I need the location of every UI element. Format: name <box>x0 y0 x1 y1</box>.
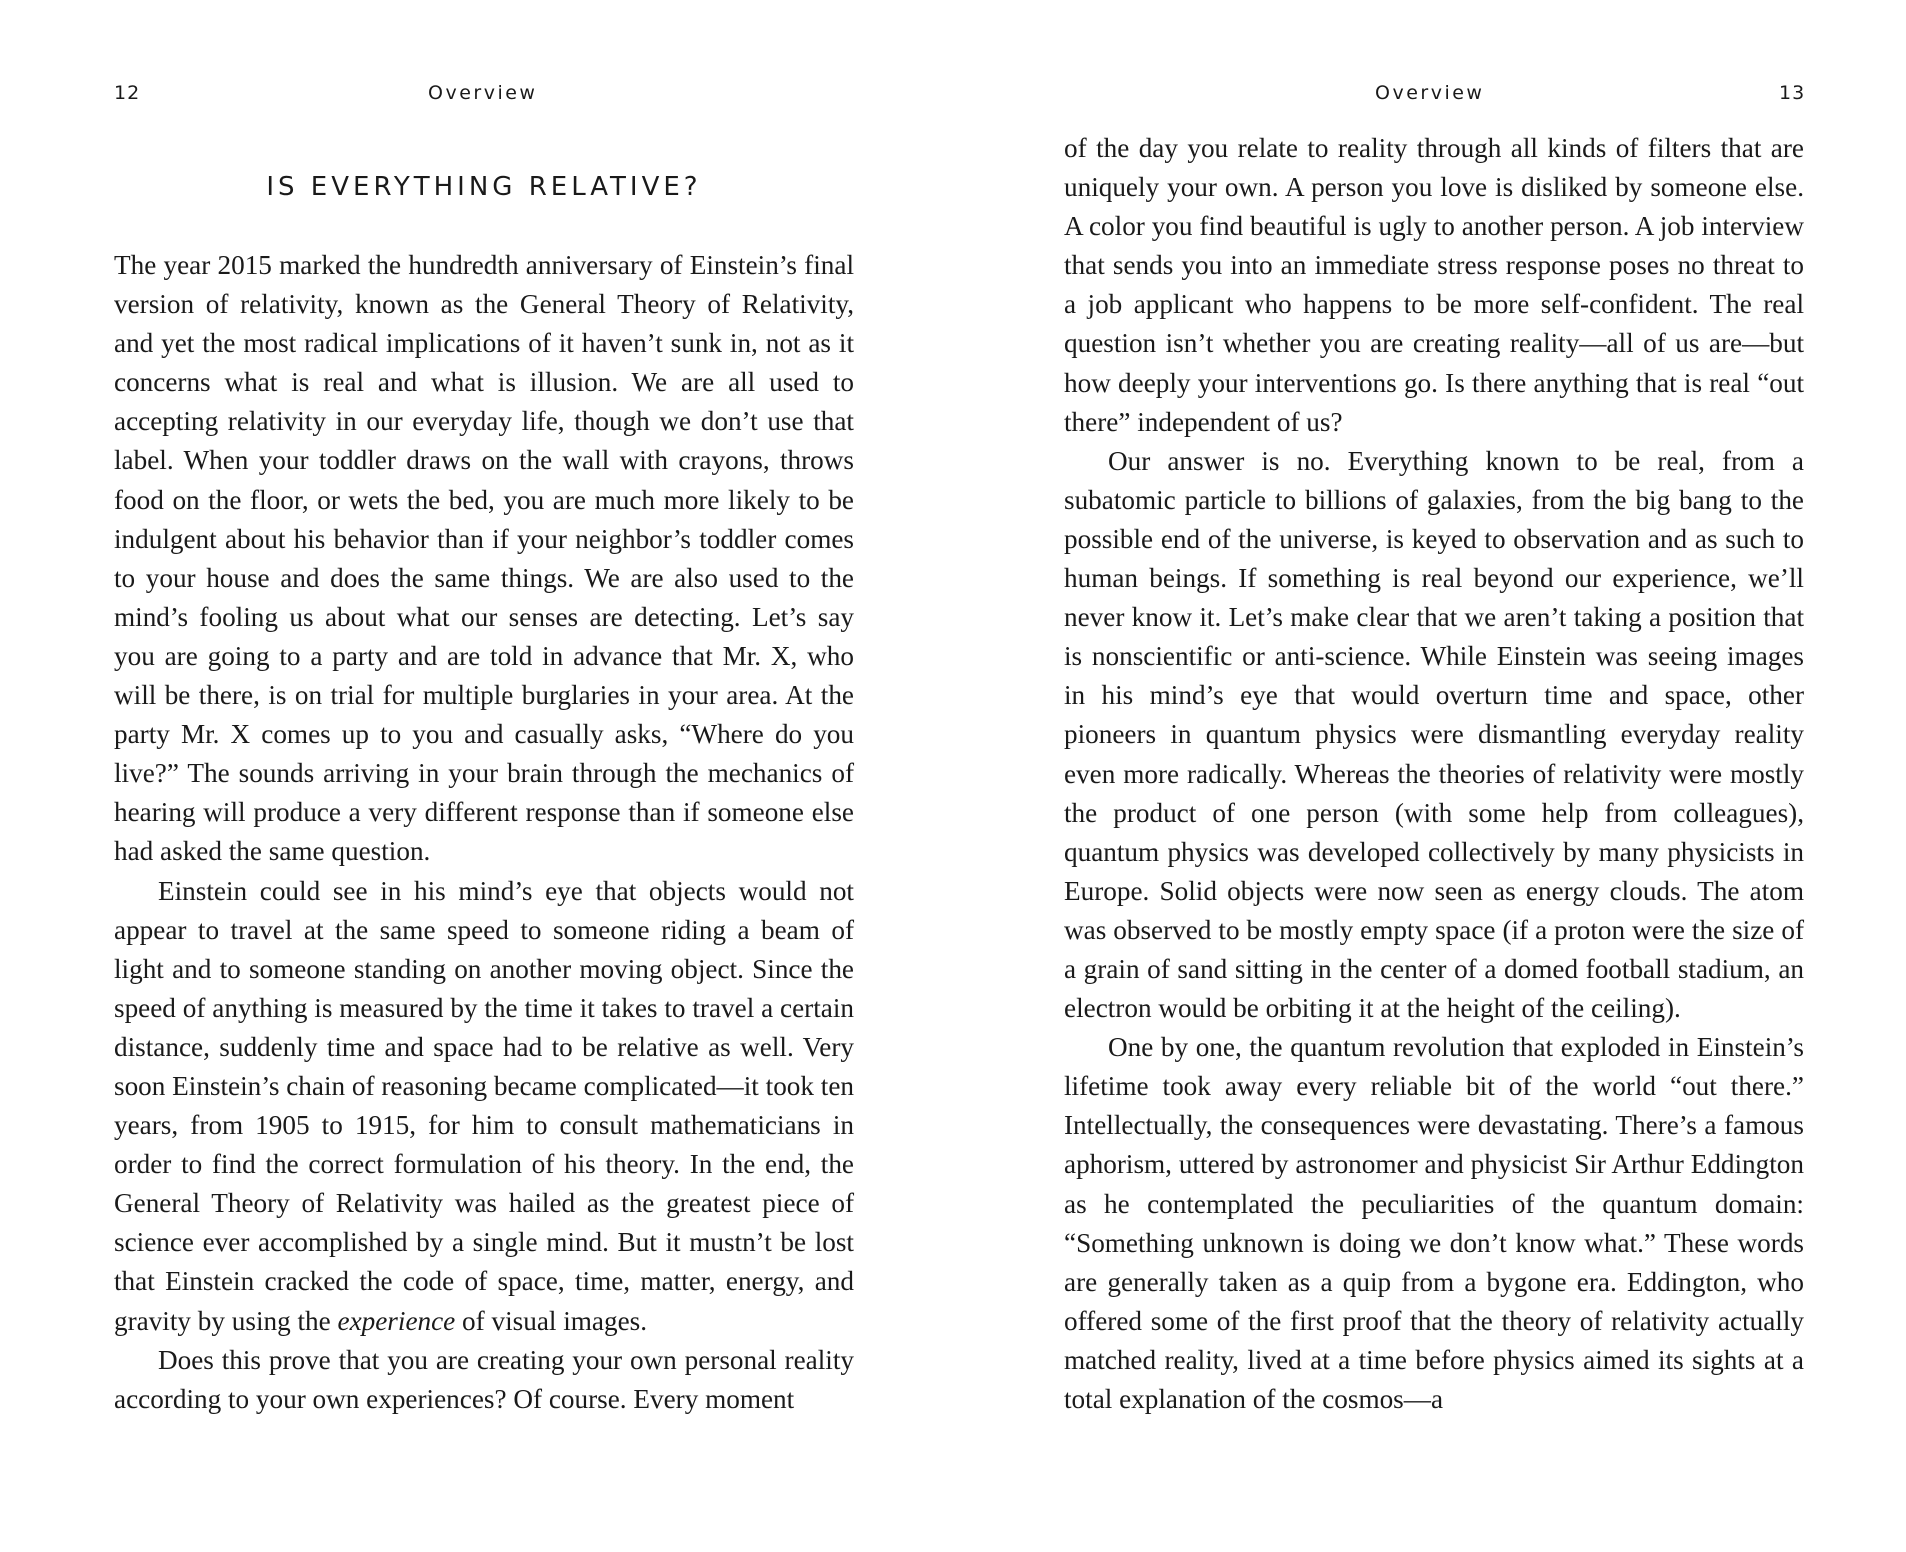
page-number: 12 <box>114 82 141 104</box>
body-text <box>1064 129 1804 1419</box>
paragraph <box>114 872 854 1341</box>
paragraph: The year 2015 marked the hundredth anniversary of Einstein’s final version of relativity, known as the General Theory of Relativity, and yet the most radical implications of it haven’t sunk in, not as it concerns what is real and what is illusion. We are all used to accepting relativity in our everyday life, though we don’t use that label. When your toddler draws on the wall with crayons, throws food on the floor, or wets the bed, you are much more likely to be indulgent about his behavior than if your neighbor’s toddler comes to your house and does the same things. We are also used to the mind’s fooling us about what our senses are detecting. Let’s say you are going to a party and are told in advance that Mr. X, who will be there, is on trial for multiple burglaries in your area. At the party Mr. X comes up to you and casually asks, “Where do you live?” The sounds arriving in your brain through the mechanics of hearing will produce a very different response than if someone else had asked the same question. <box>114 250 854 867</box>
paragraph: One by one, the quantum revolution that exploded in Einstein’s lifetime took away every reliable bit of the world “out there.” Intellectually, the consequences were devastating. There’s a famous aphorism, uttered by astronomer and physicist Sir Arthur Eddington as he contemplated the peculiarities of the quantum domain: “Something unknown is doing we don’t know what.” These words are generally taken as a quip from a bygone era. Eddington, who offered some of the first proof that the theory of relativity actually matched reality, lived at a time before physics aimed its sights at a total explanation of the cosmos—a <box>1064 1032 1804 1414</box>
paragraph-text: of visual images. <box>455 1305 648 1336</box>
running-head: Overview <box>1375 82 1485 104</box>
body-text <box>114 246 854 1419</box>
running-head: Overview <box>428 82 538 104</box>
paragraph: of the day you relate to reality through all kinds of filters that are uniquely your own. A person you love is disliked by someone else. A color you find beautiful is ugly to another person. A job interview that sends you into an immediate stress response poses no threat to a job applicant who happens to be more self-confident. The real question isn’t whether you are creating reality—all of us are—but how deeply your interventions go. Is there anything that is real “out there” independent of us? <box>1064 133 1804 437</box>
paragraph: Our answer is no. Everything known to be real, from a subatomic particle to billions of galaxies, from the big bang to the possible end of the universe, is keyed to observation and as such to human beings. If something is real beyond our experience, we’ll never know it. Let’s make clear that we aren’t taking a position that is nonscientific or anti-science. While Einstein was seeing images in his mind’s eye that would overturn time and space, other pioneers in quantum physics were dismantling everyday reality even more radically. Whereas the theories of relativity were mostly the product of one person (with some help from colleagues), quantum physics was developed collectively by many physicists in Europe. Solid objects were now seen as energy clouds. The atom was observed to be mostly empty space (if a proton were the size of a grain of sand sitting in the center of a domed football stadium, an electron would be orbiting it at the height of the ceiling). <box>1064 445 1804 1024</box>
emphasis-text: experience <box>337 1305 456 1336</box>
paragraph: Does this prove that you are creating your own personal reality according to your own experiences? Of course. Every moment <box>114 1344 854 1414</box>
paragraph-text: Einstein could see in his mind’s eye that objects would not appear to travel at the same speed to someone riding a beam of light and to someone standing on another moving object. Since the speed of anything is measured by the time it takes to travel a certain distance, suddenly time and space had to be relative as well. Very soon Einstein’s chain of reasoning became complicated—it took ten years, from 1905 to 1915, for him to consult mathematicians in order to find the correct formulation of his theory. In the end, the General Theory of Relativity was hailed as the greatest piece of science ever accomplished by a single mind. But it mustn’t be lost that Einstein cracked the code of space, time, matter, energy, and gravity by using the <box>114 875 854 1336</box>
chapter-title: IS EVERYTHING RELATIVE? <box>266 172 702 202</box>
right-page <box>953 0 1906 1552</box>
page-number: 13 <box>1779 82 1806 104</box>
